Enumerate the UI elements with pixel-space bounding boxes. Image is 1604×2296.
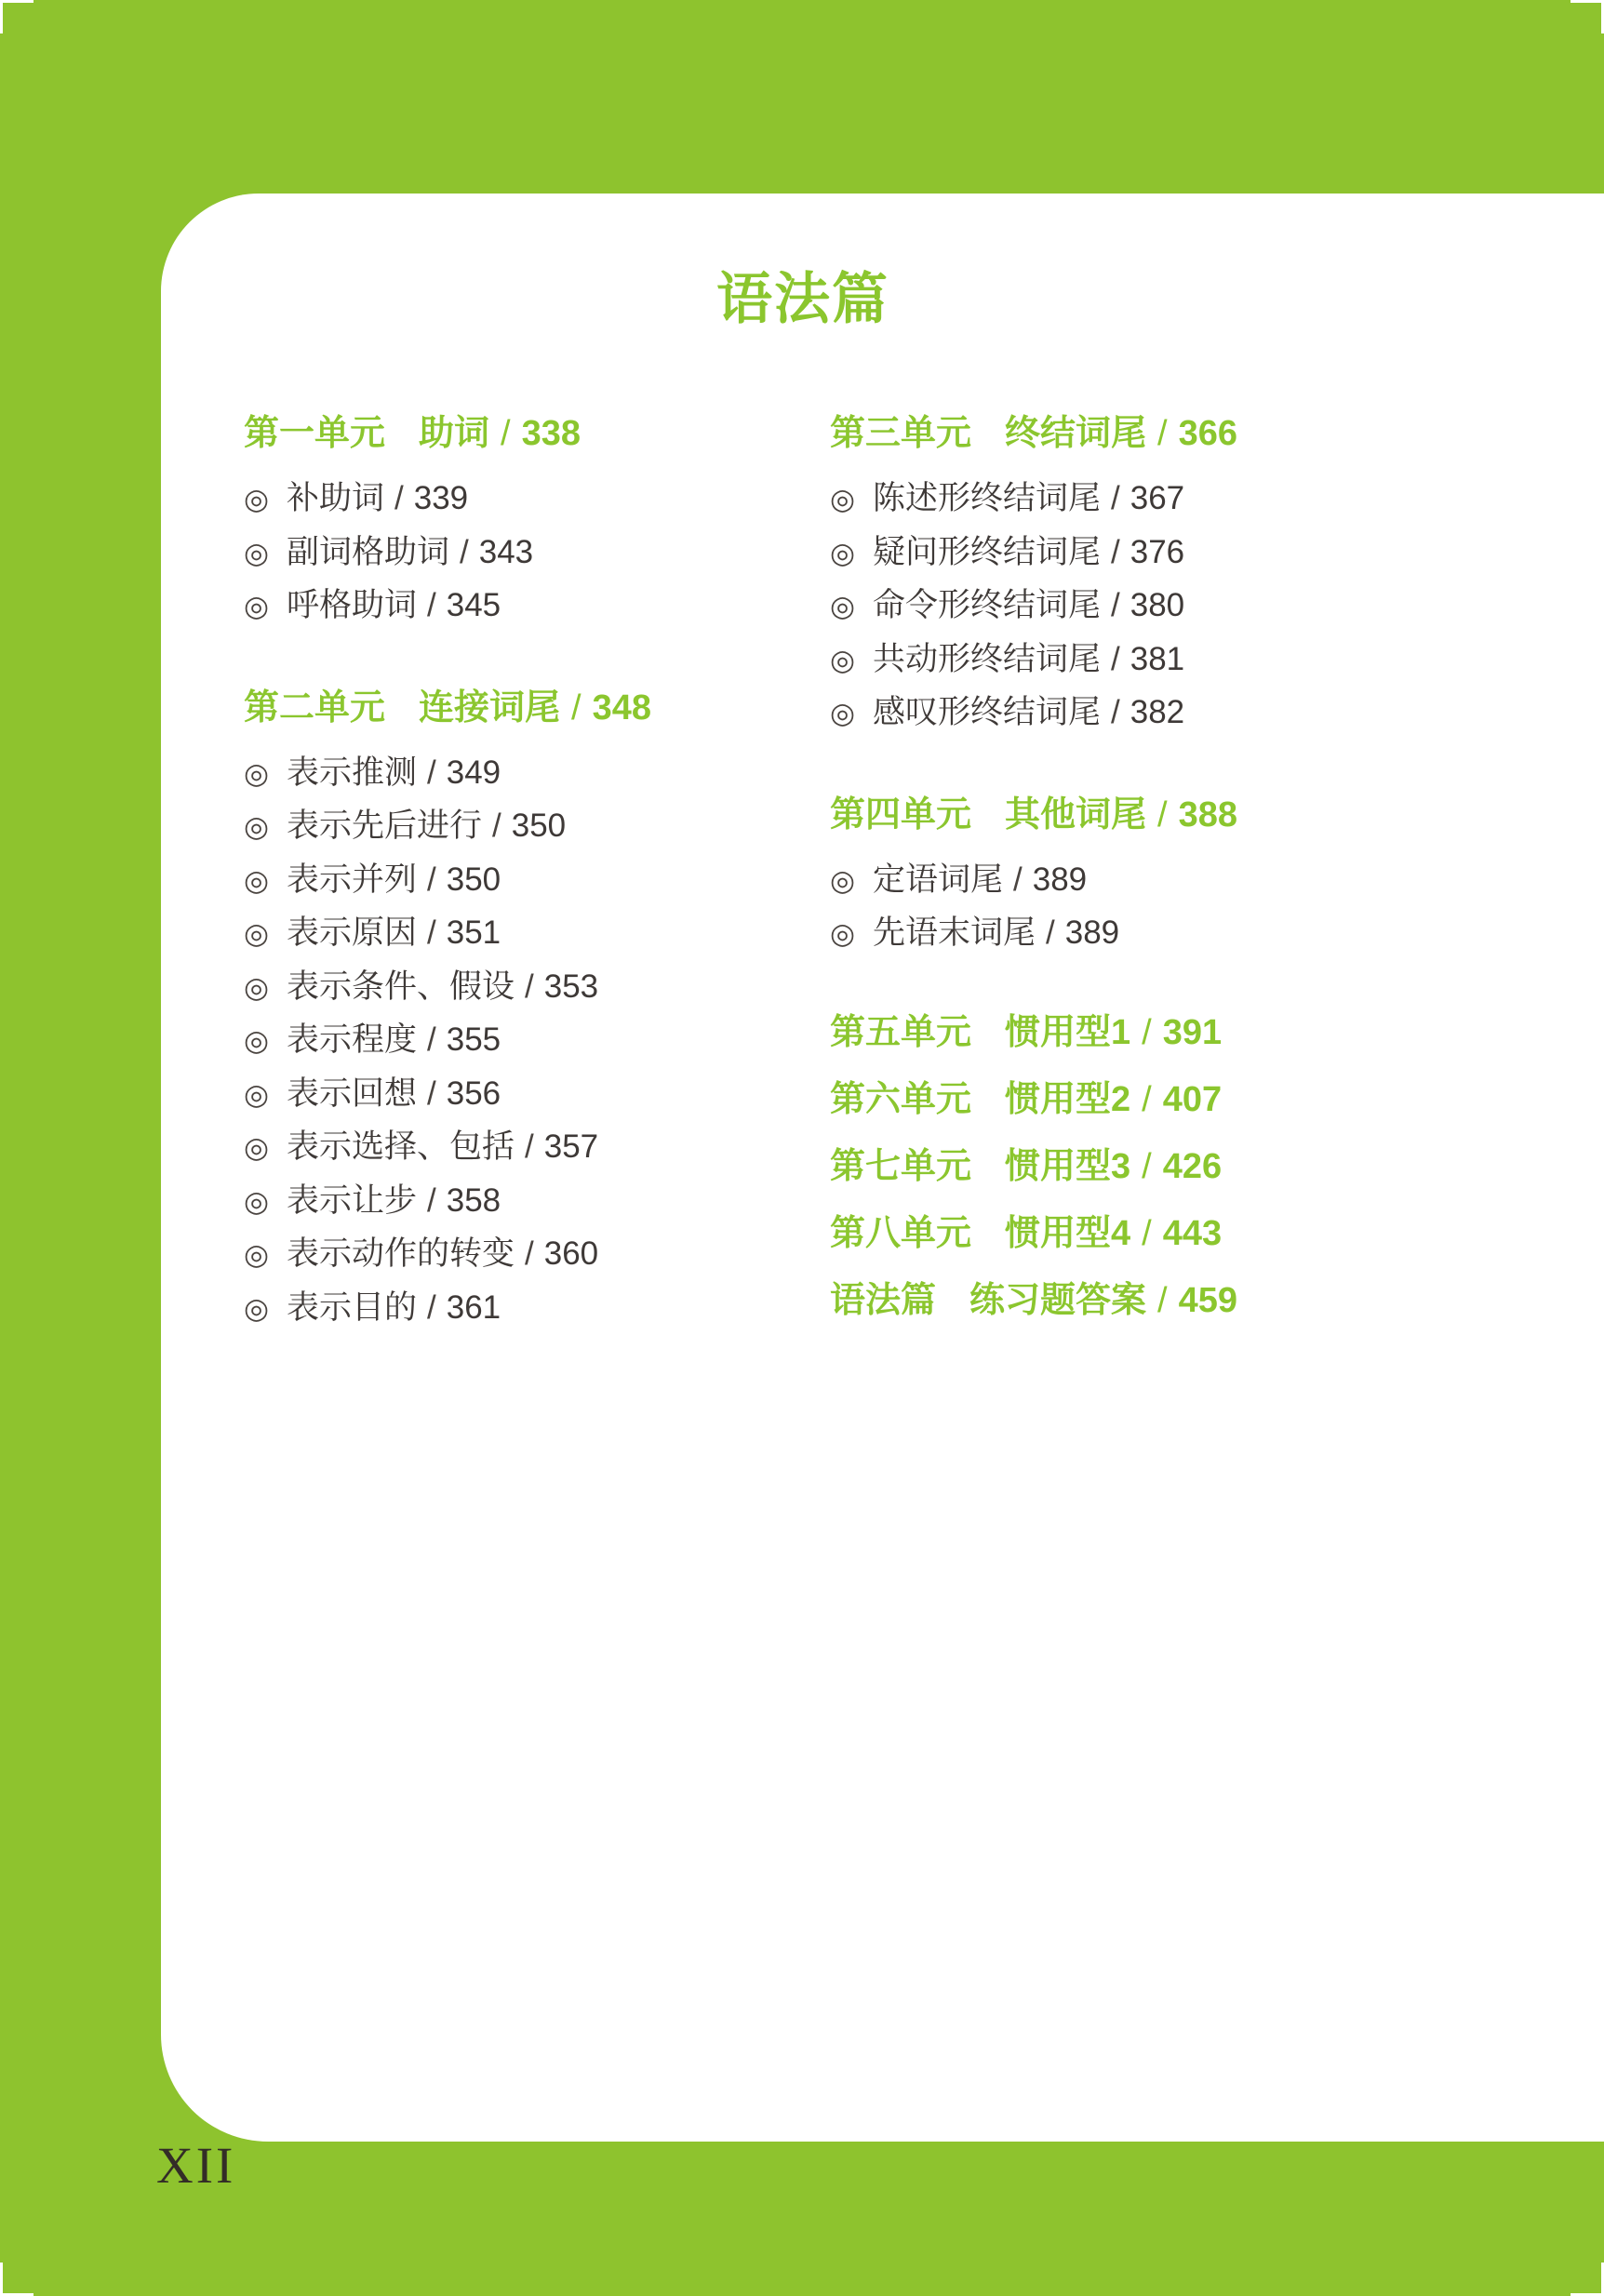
toc-item-label: 表示让步	[287, 1181, 418, 1219]
toc-section	[830, 794, 1435, 960]
toc-heading-unit: 第七单元	[830, 1146, 972, 1186]
toc-section-heading	[244, 412, 793, 455]
toc-item	[830, 579, 1435, 633]
toc-heading-unit: 第一单元	[244, 414, 386, 453]
toc-item-page: 345	[446, 587, 501, 623]
toc-item-page: 350	[511, 808, 567, 844]
toc-item-page: 381	[1129, 640, 1185, 677]
toc-item-label: 表示回想	[287, 1075, 418, 1112]
crop-mark-top-left	[0, 0, 33, 33]
toc-heading-separator: /	[1142, 1146, 1152, 1186]
toc-heading-page: 348	[592, 687, 651, 728]
toc-heading-unit: 第三单元	[830, 414, 972, 453]
bullseye-bullet-icon: ◎	[244, 1238, 270, 1271]
toc-item-page: 353	[543, 968, 599, 1005]
toc-item-label: 补助词	[287, 480, 385, 516]
toc-section-heading	[830, 1212, 1435, 1255]
toc-item-label: 表示动作的转变	[287, 1235, 515, 1272]
toc-heading-unit: 第八单元	[830, 1213, 972, 1253]
toc-item-list	[244, 472, 793, 633]
toc-item	[244, 1120, 793, 1174]
toc-item-separator: /	[394, 480, 404, 516]
toc-section-heading	[830, 1145, 1435, 1188]
toc-item-separator: /	[427, 754, 436, 791]
toc-heading-separator: /	[501, 414, 511, 453]
toc-item	[244, 799, 793, 853]
toc-section	[244, 412, 793, 633]
toc-item	[244, 960, 793, 1014]
bullseye-bullet-icon: ◎	[244, 1291, 270, 1325]
toc-heading-separator: /	[1157, 414, 1168, 453]
toc-item-separator: /	[427, 861, 436, 898]
toc-item	[244, 526, 793, 580]
toc-heading-title: 惯用型4	[1005, 1213, 1131, 1253]
toc-section-heading	[830, 412, 1435, 455]
toc-item-label: 共动形终结词尾	[873, 640, 1102, 677]
toc-section-heading	[244, 687, 793, 729]
toc-item-label: 副词格助词	[287, 533, 450, 570]
crop-mark-top-right	[1571, 0, 1604, 33]
toc-item-separator: /	[427, 587, 436, 623]
toc-heading-page: 426	[1162, 1146, 1223, 1186]
toc-heading-separator: /	[1157, 1280, 1168, 1320]
bullseye-bullet-icon: ◎	[830, 643, 856, 676]
toc-item-page: 389	[1032, 861, 1088, 898]
toc-item-separator: /	[525, 1235, 534, 1272]
toc-item-page: 358	[446, 1181, 501, 1219]
toc-heading-page: 366	[1178, 414, 1237, 453]
toc-item-separator: /	[1111, 533, 1120, 570]
toc-item-separator: /	[1013, 861, 1023, 898]
toc-item	[830, 526, 1435, 580]
toc-item-separator: /	[427, 914, 436, 951]
toc-item	[244, 746, 793, 800]
toc-heading-page: 338	[521, 414, 581, 453]
toc-item	[244, 1174, 793, 1228]
toc-heading-title: 连接词尾	[419, 687, 561, 728]
toc-section-heading	[830, 1078, 1435, 1121]
bullseye-bullet-icon: ◎	[244, 1077, 270, 1111]
toc-right-column	[830, 412, 1435, 1322]
toc-item-separator: /	[1111, 640, 1120, 677]
toc-item-separator: /	[427, 1075, 436, 1112]
bullseye-bullet-icon: ◎	[244, 590, 270, 622]
toc-item-page: 360	[543, 1235, 599, 1272]
toc-heading-title: 惯用型2	[1005, 1079, 1131, 1119]
bullseye-bullet-icon: ◎	[830, 590, 856, 622]
toc-item-separator: /	[1111, 694, 1120, 730]
toc-item-label: 表示先后进行	[287, 808, 483, 844]
toc-heading-title: 惯用型3	[1005, 1146, 1131, 1186]
toc-item-label: 感叹形终结词尾	[873, 694, 1102, 730]
toc-item-separator: /	[492, 808, 501, 844]
toc-heading-page: 391	[1162, 1012, 1223, 1052]
toc-item-page: 382	[1129, 694, 1185, 730]
bullseye-bullet-icon: ◎	[244, 863, 270, 897]
toc-item-page: 351	[446, 914, 501, 951]
toc-item-label: 呼格助词	[287, 587, 418, 623]
toc-item-label: 表示推测	[287, 754, 418, 791]
bullseye-bullet-icon: ◎	[244, 1131, 270, 1164]
toc-item-separator: /	[1111, 587, 1120, 623]
toc-item-label: 表示条件、假设	[287, 968, 515, 1005]
toc-item-separator: /	[1111, 480, 1120, 516]
toc-item-page: 350	[446, 861, 501, 898]
toc-item-separator: /	[460, 533, 469, 570]
toc-heading-unit: 语法篇	[830, 1280, 937, 1320]
toc-item-separator: /	[427, 1181, 436, 1219]
toc-item	[244, 1013, 793, 1067]
toc-heading-unit: 第五单元	[830, 1012, 972, 1052]
toc-item	[244, 579, 793, 633]
toc-item-page: 389	[1064, 914, 1120, 951]
toc-left-column	[244, 412, 793, 1334]
toc-section-heading	[830, 794, 1435, 836]
toc-item-label: 陈述形终结词尾	[873, 480, 1102, 516]
toc-item	[830, 633, 1435, 687]
toc-item-page: 349	[446, 754, 501, 791]
toc-item-page: 343	[478, 533, 534, 570]
bullseye-bullet-icon: ◎	[244, 917, 270, 950]
toc-item-separator: /	[427, 1288, 436, 1326]
toc-item-label: 先语末词尾	[873, 914, 1036, 951]
toc-heading-separator: /	[571, 687, 581, 728]
toc-heading-separator: /	[1142, 1079, 1152, 1119]
toc-item	[244, 853, 793, 907]
crop-mark-bottom-left	[0, 2263, 33, 2296]
toc-heading-unit: 第六单元	[830, 1079, 972, 1119]
toc-heading-title: 其他词尾	[1005, 794, 1147, 834]
toc-item-page: 357	[543, 1128, 599, 1165]
toc-section-heading	[830, 1011, 1435, 1054]
toc-item	[830, 906, 1435, 960]
toc-heading-title: 练习题答案	[969, 1280, 1147, 1320]
toc-item-separator: /	[525, 968, 534, 1005]
toc-item-label: 定语词尾	[873, 861, 1004, 898]
toc-item-label: 命令形终结词尾	[873, 587, 1102, 623]
bullseye-bullet-icon: ◎	[244, 810, 270, 843]
toc-standalone-headings	[830, 1011, 1435, 1322]
section-title: 语法篇	[716, 269, 889, 330]
toc-item-page: 339	[413, 480, 469, 516]
toc-item	[830, 853, 1435, 907]
bullseye-bullet-icon: ◎	[244, 1184, 270, 1218]
bullseye-bullet-icon: ◎	[244, 536, 270, 569]
toc-item-label: 表示原因	[287, 914, 418, 951]
toc-heading-title: 终结词尾	[1005, 414, 1147, 453]
bullseye-bullet-icon: ◎	[830, 697, 856, 729]
toc-item-label: 疑问形终结词尾	[873, 533, 1102, 570]
toc-heading-separator: /	[1142, 1012, 1152, 1052]
toc-item	[830, 472, 1435, 526]
toc-heading-unit: 第二单元	[244, 687, 386, 728]
toc-heading-page: 407	[1162, 1079, 1223, 1119]
toc-item-label: 表示程度	[287, 1021, 418, 1058]
toc-heading-separator: /	[1157, 794, 1168, 834]
crop-mark-bottom-right	[1571, 2263, 1604, 2296]
toc-item	[244, 472, 793, 526]
toc-item	[244, 1281, 793, 1335]
toc-section	[244, 687, 793, 1335]
toc-heading-separator: /	[1142, 1213, 1152, 1253]
toc-section-heading	[830, 1279, 1435, 1322]
bullseye-bullet-icon: ◎	[244, 483, 270, 515]
bullseye-bullet-icon: ◎	[244, 756, 270, 790]
toc-section	[830, 412, 1435, 740]
toc-item-label: 表示目的	[287, 1288, 418, 1326]
toc-heading-title: 助词	[419, 414, 490, 453]
bullseye-bullet-icon: ◎	[244, 1024, 270, 1057]
toc-item-page: 356	[446, 1075, 501, 1112]
toc-item	[244, 906, 793, 960]
toc-item-page: 367	[1129, 480, 1185, 516]
toc-item-page: 361	[446, 1288, 501, 1326]
content-card	[161, 194, 1604, 2142]
toc-heading-page: 388	[1178, 794, 1237, 834]
toc-item-page: 380	[1129, 587, 1185, 623]
bullseye-bullet-icon: ◎	[830, 536, 856, 569]
toc-item-separator: /	[1046, 914, 1055, 951]
bullseye-bullet-icon: ◎	[830, 483, 856, 515]
toc-item-label: 表示选择、包括	[287, 1128, 515, 1165]
toc-heading-unit: 第四单元	[830, 794, 972, 834]
toc-heading-page: 459	[1178, 1280, 1237, 1320]
toc-heading-title: 惯用型1	[1005, 1012, 1131, 1052]
toc-item-separator: /	[525, 1128, 534, 1165]
bullseye-bullet-icon: ◎	[830, 863, 856, 897]
toc-item-page: 355	[446, 1021, 501, 1058]
bullseye-bullet-icon: ◎	[830, 917, 856, 950]
toc-item-separator: /	[427, 1021, 436, 1058]
toc-item-list	[830, 853, 1435, 960]
page-number: XII	[156, 2137, 236, 2194]
toc-item-page: 376	[1129, 533, 1185, 570]
toc-item	[830, 686, 1435, 740]
toc-item-label: 表示并列	[287, 861, 418, 898]
toc-item	[244, 1227, 793, 1281]
toc-item-list	[830, 472, 1435, 740]
bullseye-bullet-icon: ◎	[244, 970, 270, 1004]
toc-item-list	[244, 746, 793, 1335]
toc-item	[244, 1067, 793, 1121]
toc-heading-page: 443	[1162, 1213, 1223, 1253]
